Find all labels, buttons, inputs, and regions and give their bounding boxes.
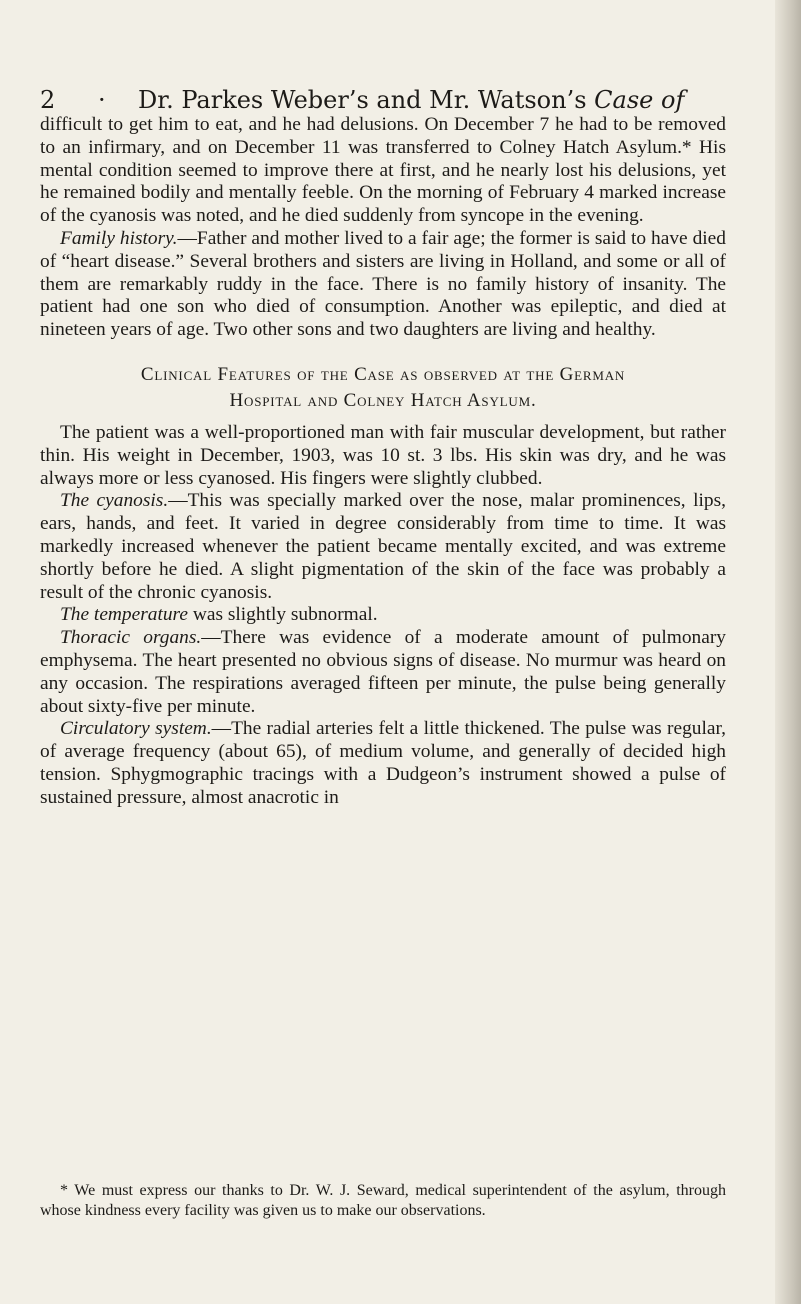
running-title-italic: Case of: [594, 86, 685, 114]
paragraph-cyanosis: [40, 490, 726, 604]
section-heading: [40, 362, 726, 414]
section-heading-line-2: Hospital and Colney Hatch Asylum.: [229, 389, 537, 411]
header-separator: ·: [98, 86, 106, 114]
running-header: [40, 86, 730, 116]
paragraph-thoracic-organs: [40, 627, 726, 718]
running-title: [138, 86, 684, 114]
family-history-heading: Family history.: [60, 227, 178, 249]
paragraph-circulatory-system: [40, 718, 726, 809]
paragraph-temperature: [40, 604, 726, 627]
footnote: * We must express our thanks to Dr. W. J. Seward, medical superintendent of the asylum, through whose kindness every facility was given us to make our observations.: [40, 1182, 726, 1219]
page-edge-shadow: [775, 0, 801, 1304]
running-title-main: Dr. Parkes Weber’s and Mr. Watson’s: [138, 86, 595, 114]
section-heading-line-1: Clinical Features of the Case as observed at the German: [140, 363, 626, 385]
temperature-heading: The temperature: [60, 604, 188, 626]
thoracic-organs-text: —There was evidence of a moderate amount of pulmonary emphysema. The heart presented no obvious signs of disease. No murmur was heard on any occasion. The respirations averaged fifteen per minute, the pulse being generally about sixty-five per minute.: [40, 627, 726, 717]
paragraph-continuation: difficult to get him to eat, and he had delusions. On December 7 he had to be removed to an infirmary, and on December 11 was transferred to Colney Hatch Asylum.* His mental condition seemed to improve there at first, and he nearly lost his delusions, yet he remained bodily and mentally feeble. On the morning of February 4 marked increase of the cyanosis was noted, and he died suddenly from syncope in the evening.: [40, 114, 726, 227]
paragraph-family-history: [40, 228, 726, 342]
circulatory-system-text: —The radial arteries felt a little thickened. The pulse was regular, of average frequency (about 65), of medium volume, and generally of decided high tension. Sphygmographic tracings with a Dudgeon’s instrument showed a pulse of sustained pressure, almost anacrotic in: [40, 718, 726, 808]
temperature-text: was slightly subnormal.: [188, 604, 378, 626]
page-number: 2: [40, 86, 56, 114]
family-history-text: —Father and mother lived to a fair age; the former is said to have died of “heart disease.” Several brothers and sisters are living in Holland, and some or all of them are remarkably ruddy in the face. There is no family history of insanity. The patient had one son who died of consumption. Another was epileptic, and died at nineteen years of age. Two other sons and two daughters are living and healthy.: [40, 227, 726, 341]
thoracic-organs-heading: Thoracic organs.: [60, 627, 202, 649]
paragraph-general-description: The patient was a well-proportioned man with fair muscular development, but rather thin. His weight in December, 1903, was 10 st. 3 lbs. His skin was dry, and he was always more or less cyanosed. His fingers were slightly clubbed.: [40, 421, 726, 489]
cyanosis-text: —This was specially marked over the nose, malar prominences, lips, ears, hands, and feet. It varied in degree considerably from time to time. It was markedly increased whenever the patient became mentally excited, and was extreme shortly before he died. A slight pigmentation of the skin of the face was probably a result of the chronic cyanosis.: [40, 490, 726, 603]
circulatory-system-heading: Circulatory system.: [60, 718, 212, 740]
cyanosis-heading: The cyanosis.: [60, 490, 169, 512]
body-text: [40, 114, 726, 810]
